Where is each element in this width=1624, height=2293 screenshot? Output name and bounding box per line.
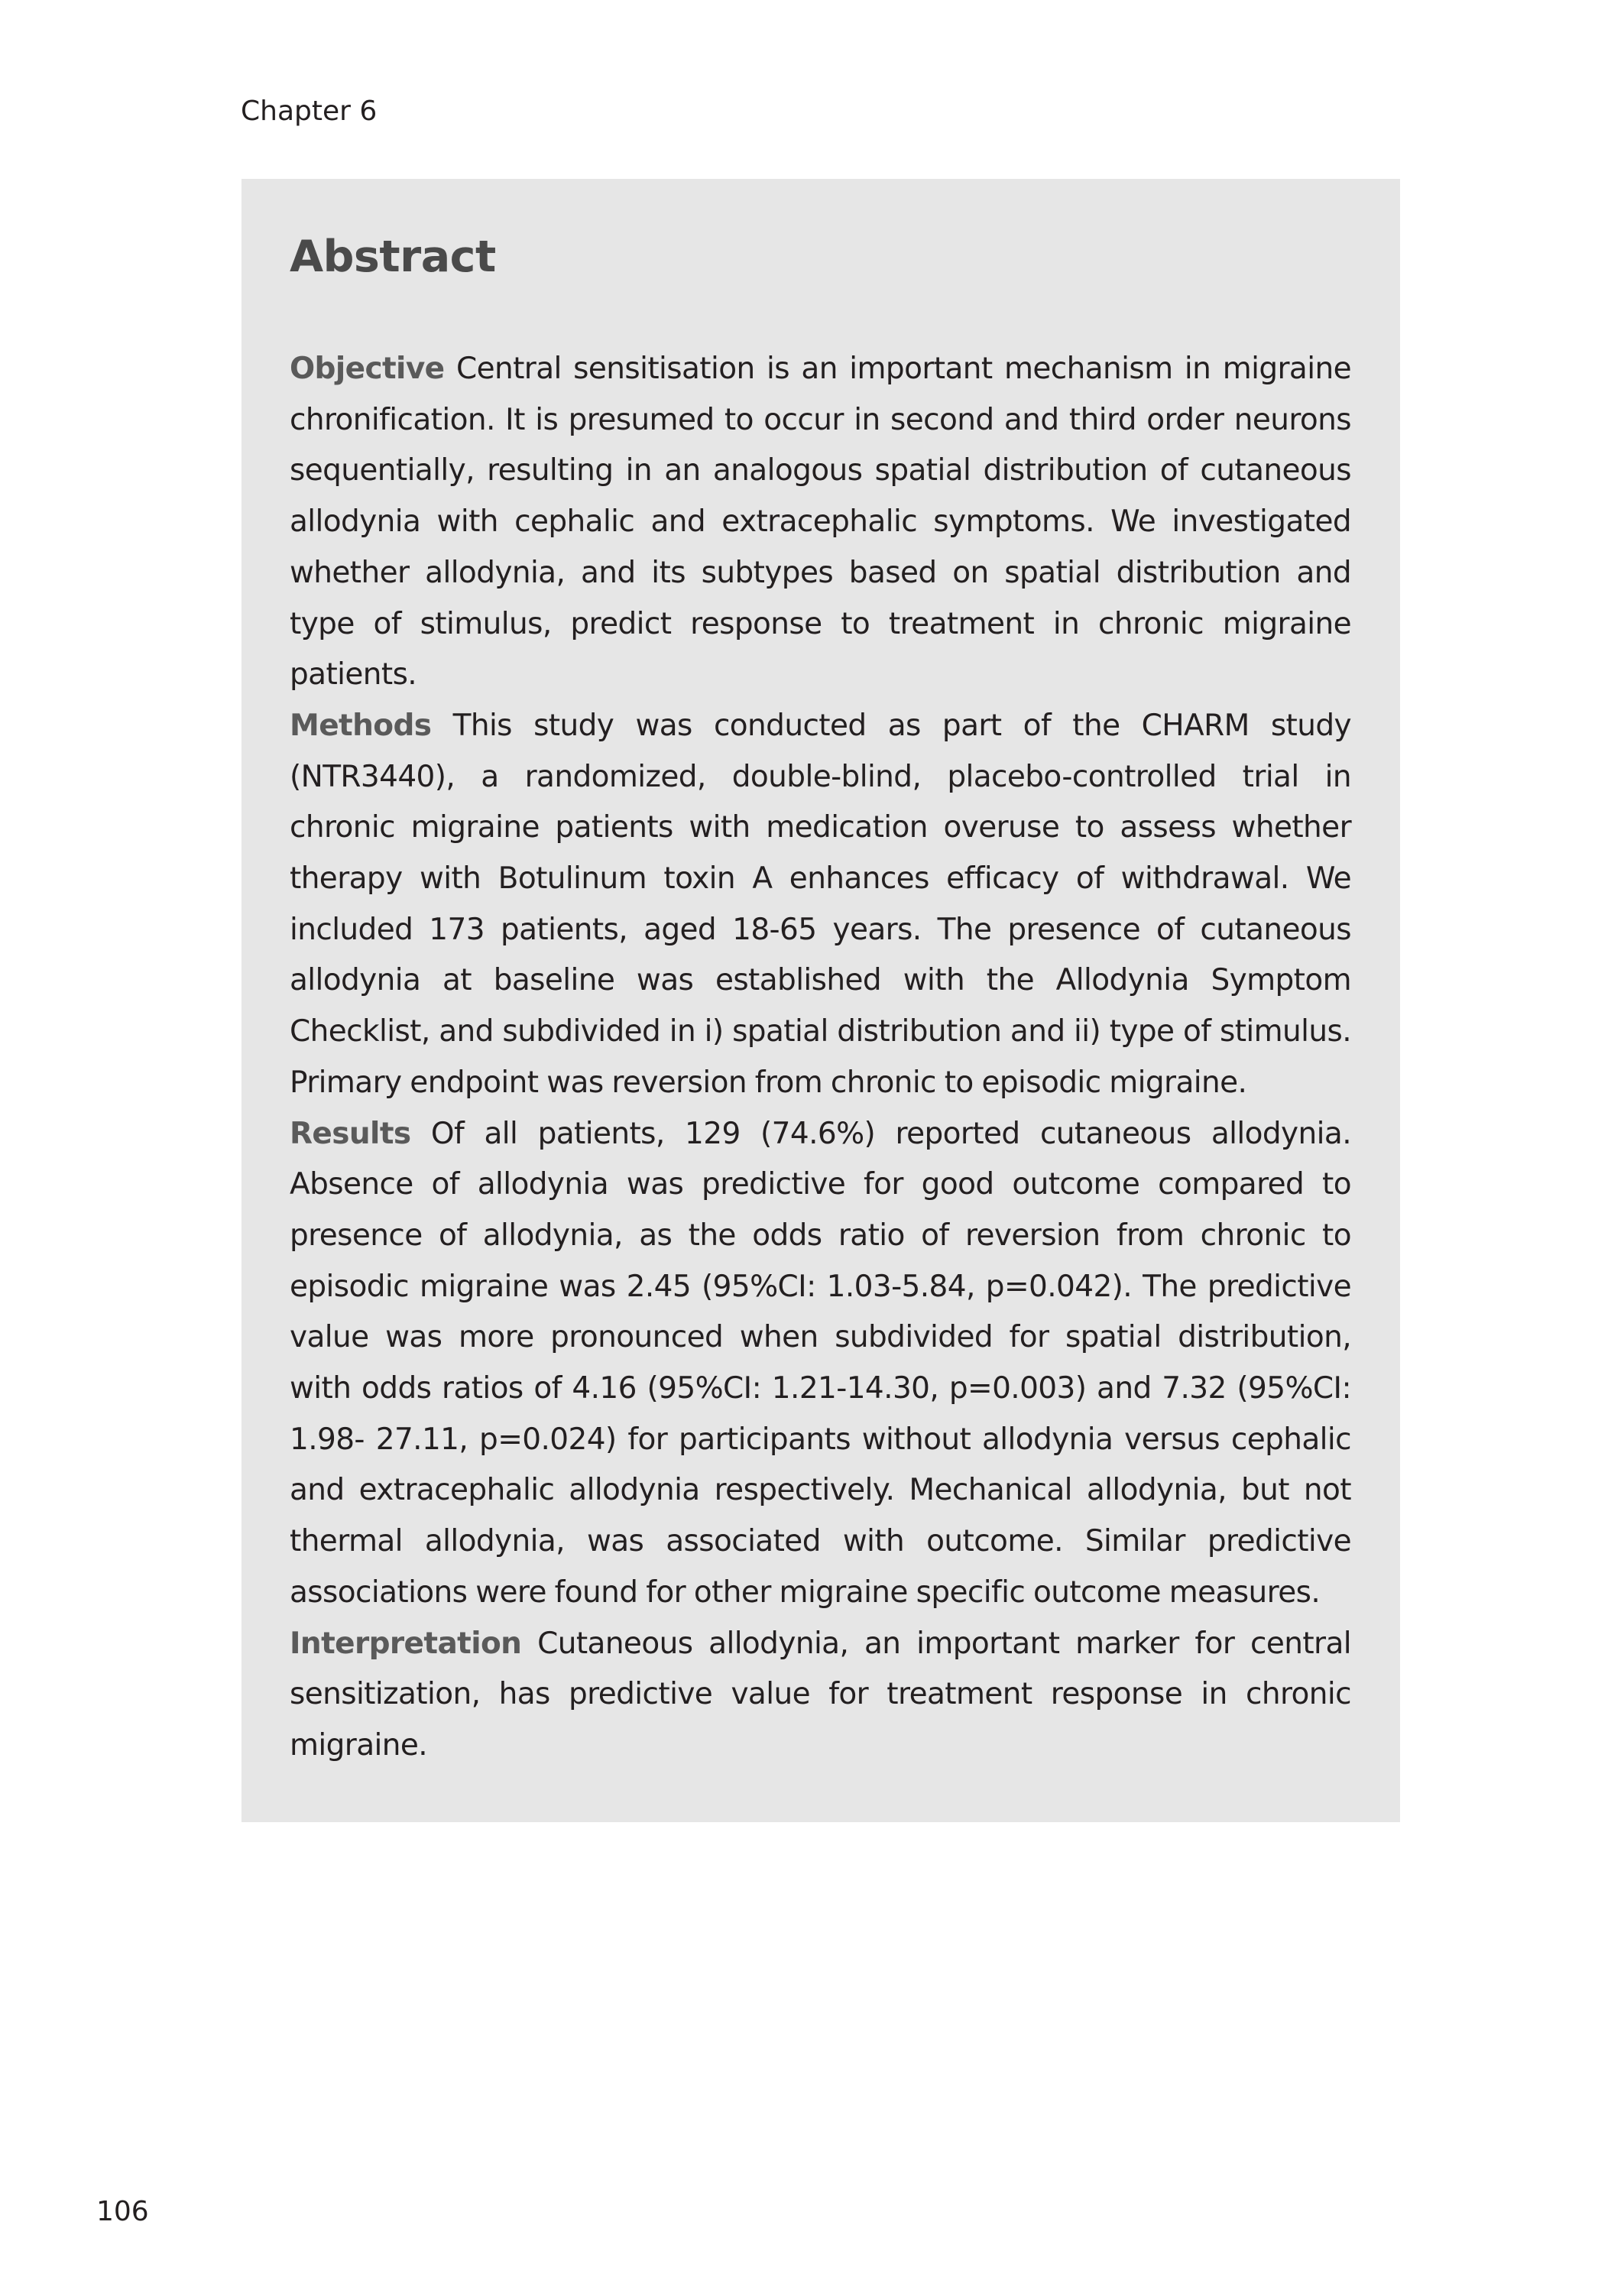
chapter-header: Chapter 6 [241,96,378,127]
abstract-title: Abstract [290,232,496,282]
interpretation-label: Interpretation [290,1626,522,1661]
abstract-methods [290,701,1351,1109]
objective-text: Central sensitisation is an important mechanism in migraine chronification. It is presumed to occur in second and third order neurons sequentially, resulting in an analogous spatial distribution of cutaneous allodynia with cephalic and extracephalic symptoms. We investigated whether allodynia, and its subtypes based on spatial distribution and type of stimulus, predict response to treatment in chronic migraine patients. [290,352,1351,692]
interpretation-text: Cutaneous allodynia, an important marker for central sensitization, has predictive value for treatment response in chronic migraine. [290,1626,1351,1763]
abstract-objective [290,344,1351,701]
abstract-body [290,344,1351,1772]
abstract-interpretation [290,1619,1351,1772]
abstract-box [241,179,1400,1822]
page-number: 106 [96,2196,149,2227]
abstract-results [290,1109,1351,1619]
objective-label: Objective [290,352,445,386]
results-label: Results [290,1116,411,1151]
methods-label: Methods [290,708,432,743]
methods-text: This study was conducted as part of the CHARM study (NTR3440), a randomized, double-blind, placebo-controlled trial in chronic migraine patients with medication overuse to assess whether therapy with Botulinum toxin A enhances efficacy of withdrawal. We included 173 patients, aged 18-65 years. The presence of cutaneous allodynia at baseline was established with the Allodynia Symptom Checklist, and subdivided in i) spatial distribution and ii) type of stimulus. Primary endpoint was reversion from chronic to episodic migraine. [290,708,1351,1100]
results-text: Of all patients, 129 (74.6%) reported cutaneous allodynia. Absence of allodynia was predictive for good outcome compared to presence of allodynia, as the odds ratio of reversion from chronic to episodic migraine was 2.45 (95%CI: 1.03-5.84, p=0.042). The predictive value was more pronounced when subdivided for spatial distribution, with odds ratios of 4.16 (95%CI: 1.21-14.30, p=0.003) and 7.32 (95%CI: 1.98- 27.11, p=0.024) for participants without allodynia versus cephalic and extracephalic allodynia respectively. Mechanical allodynia, but not thermal allodynia, was associated with outcome. Similar predictive associations were found for other migraine specific outcome measures. [290,1116,1351,1610]
